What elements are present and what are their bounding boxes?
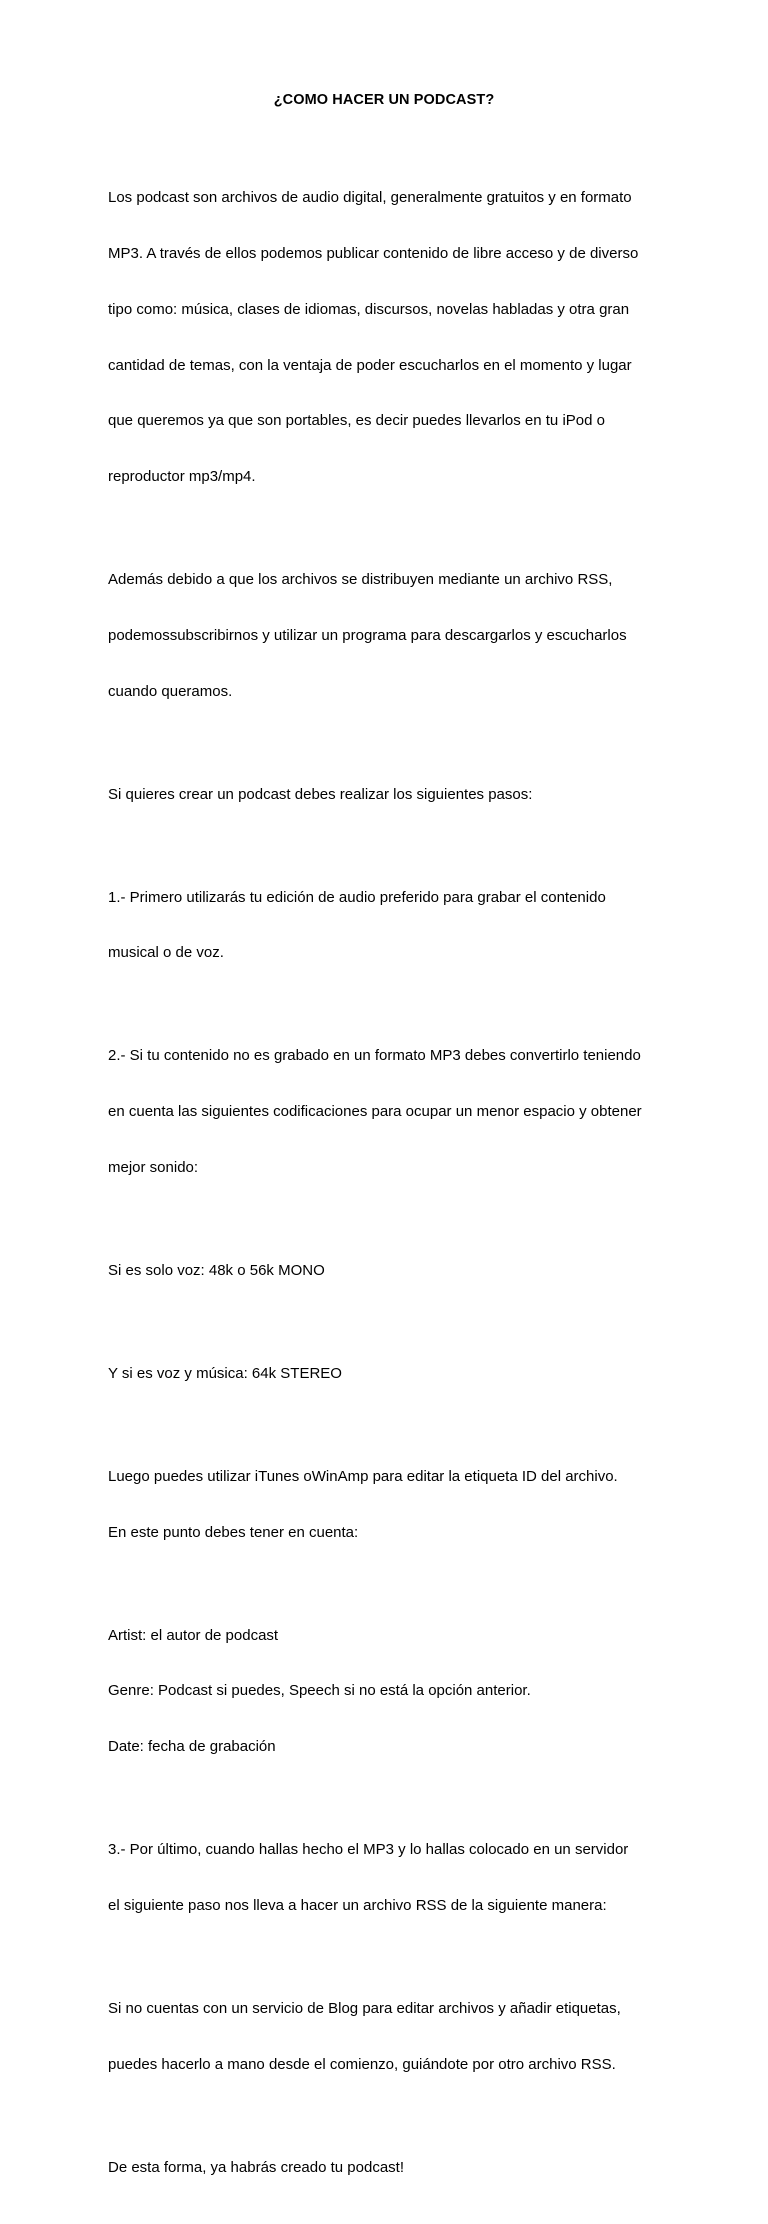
text-line: Y si es voz y música: 64k STEREO (108, 1364, 342, 1382)
paragraph-intro (108, 152, 668, 524)
text-line: en cuenta las siguientes codificaciones para ocupar un menor espacio y obtener (108, 1103, 642, 1121)
text-line: reproductor mp3/mp4. (108, 468, 256, 486)
text-line: cantidad de temas, con la ventaja de poder escucharlos en el momento y lugar (108, 356, 632, 374)
text-line: mejor sonido: (108, 1158, 199, 1176)
text-line: 1.- Primero utilizarás tu edición de audio preferido para grabar el contenido (108, 888, 606, 906)
text-line: Luego puedes utilizar iTunes oWinAmp para editar la etiqueta ID del archivo. (108, 1467, 618, 1485)
paragraph-voice-only (108, 1225, 668, 1318)
document-title: ¿COMO HACER UN PODCAST? (273, 92, 495, 108)
paragraph-blog (108, 1963, 668, 2112)
text-line: Genre: Podcast si puedes, Speech si no está la opción anterior. (108, 1682, 531, 1700)
text-line: cuando queramos. (108, 682, 233, 700)
text-line: Los podcast son archivos de audio digital, generalmente gratuitos y en formato (108, 189, 632, 207)
paragraph-step-3 (108, 1804, 668, 1953)
text-line: De esta forma, ya habrás creado tu podcast! (108, 2158, 404, 2176)
document-body (108, 152, 668, 2224)
paragraph-id-tag (108, 1431, 668, 1580)
paragraph-tag-fields (108, 1589, 668, 1794)
paragraph-steps-intro (108, 748, 668, 841)
text-line: podemossubscribirnos y utilizar un programa para descargarlos y escucharlos (108, 626, 627, 644)
text-line: que queremos ya que son portables, es decir puedes llevarlos en tu iPod o (108, 412, 605, 430)
text-line: Si es solo voz: 48k o 56k MONO (108, 1261, 325, 1279)
paragraph-closing (108, 2121, 668, 2214)
text-line: puedes hacerlo a mano desde el comienzo, guiándote por otro archivo RSS. (108, 2055, 616, 2073)
text-line: Además debido a que los archivos se distribuyen mediante un archivo RSS, (108, 571, 613, 589)
paragraph-rss (108, 534, 668, 739)
text-line: 2.- Si tu contenido no es grabado en un formato MP3 debes convertirlo teniendo (108, 1047, 641, 1065)
text-line: musical o de voz. (108, 944, 224, 962)
paragraph-step-1 (108, 851, 668, 1000)
text-line: Date: fecha de grabación (108, 1738, 276, 1756)
text-line: Si quieres crear un podcast debes realizar los siguientes pasos: (108, 785, 533, 803)
paragraph-step-2 (108, 1010, 668, 1215)
text-line: MP3. A través de ellos podemos publicar contenido de libre acceso y de diverso (108, 244, 639, 262)
text-line: En este punto debes tener en cuenta: (108, 1523, 359, 1541)
text-line: 3.- Por último, cuando hallas hecho el MP3 y lo hallas colocado en un servidor (108, 1841, 629, 1859)
text-line: Si no cuentas con un servicio de Blog para editar archivos y añadir etiquetas, (108, 1999, 621, 2017)
text-line: tipo como: música, clases de idiomas, discursos, novelas habladas y otra gran (108, 300, 630, 318)
text-line: el siguiente paso nos lleva a hacer un archivo RSS de la siguiente manera: (108, 1896, 607, 1914)
paragraph-voice-music (108, 1328, 668, 1421)
text-line: Artist: el autor de podcast (108, 1626, 279, 1644)
